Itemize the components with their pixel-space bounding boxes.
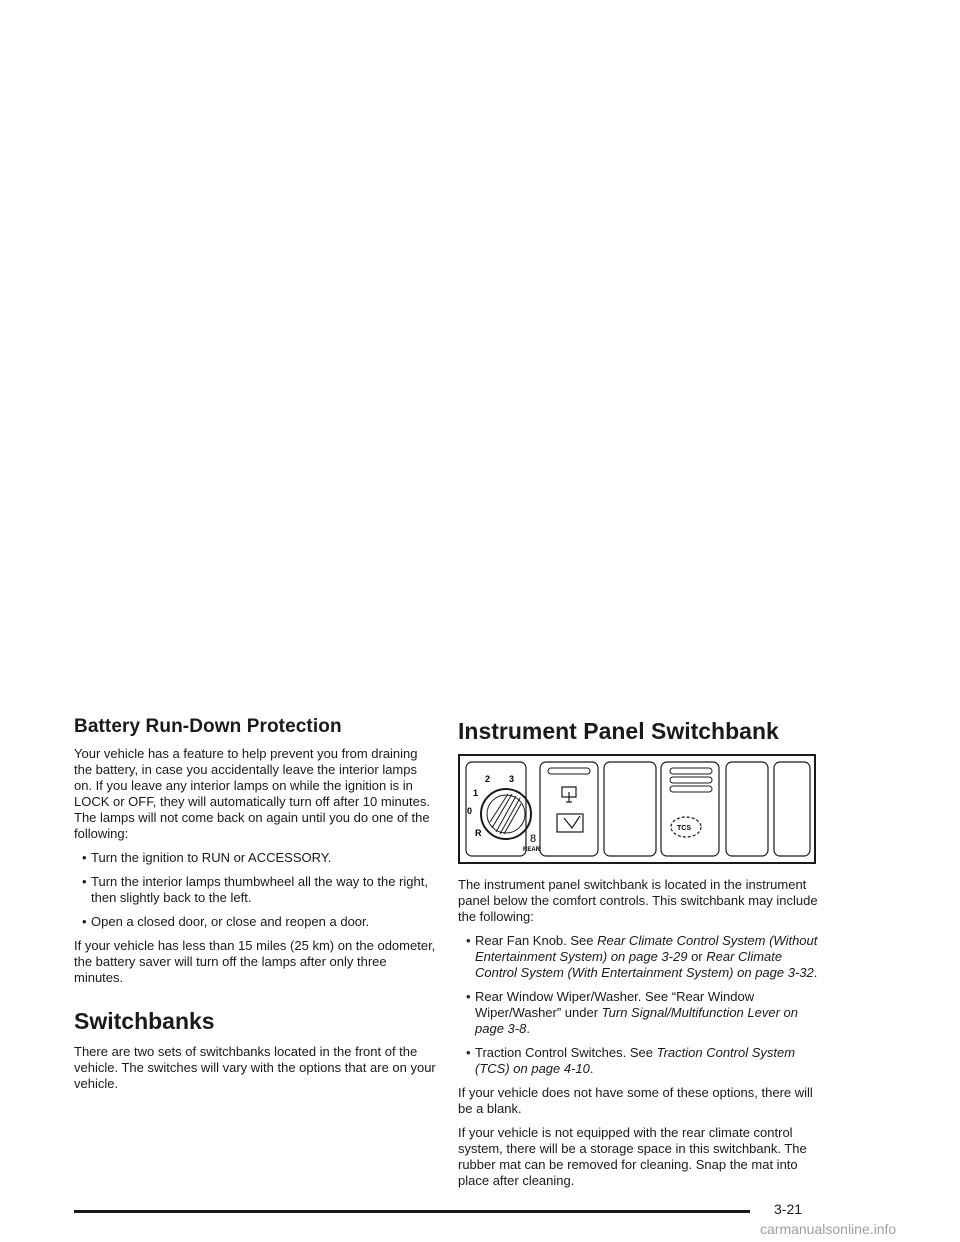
page-number: 3-21 [774, 1201, 803, 1217]
list-item: • Rear Fan Knob. See Rear Climate Control System (Without Entertainment System) on page 3-29 or Rear Climate Control System (With Entertainment System) on page 3-32. [466, 933, 818, 980]
knob-label-r: R [475, 828, 482, 838]
instrument-panel-heading: Instrument Panel Switchbank [458, 718, 779, 744]
knob-label-0: 0 [467, 806, 473, 816]
battery-bullet-list [74, 850, 436, 930]
switchbank-bullet-list [458, 933, 820, 1077]
knob-label-1: 1 [473, 788, 479, 798]
knob-label-3: 3 [509, 774, 515, 784]
bullet-icon: • [82, 850, 87, 865]
switchbank-intro: The instrument panel switchbank is located in the instrument panel below the comfort controls. This switchbank may include the following: [458, 877, 818, 924]
list-item: • Turn the ignition to RUN or ACCESSORY. [82, 850, 332, 865]
switchbanks-heading: Switchbanks [74, 1008, 215, 1034]
cross-reference-link[interactable]: Rear Climate Control System (With Entertainment System) on page 3-32 [475, 949, 814, 980]
max-fan-icon: 8 [530, 833, 537, 845]
switchbank-blank-note: If your vehicle does not have some of these options, there will be a blank. [458, 1085, 813, 1116]
watermark: carmanualsonline.info [760, 1221, 897, 1237]
bullet-icon: • [82, 874, 87, 889]
switchbanks-body: There are two sets of switchbanks located in the front of the vehicle. The switches will vary with the options that are on your vehicle. [74, 1044, 436, 1091]
switchbank-illustration [458, 754, 816, 864]
list-item: • Traction Control Switches. See Traction Control System (TCS) on page 4-10. [466, 1045, 796, 1076]
knob-label-2: 2 [485, 774, 491, 784]
knob-caption: REAR [523, 847, 541, 853]
cross-reference-link[interactable]: Rear Climate Control System (Without Entertainment System) on page 3-29 [475, 933, 818, 964]
bullet-icon: • [82, 914, 87, 929]
list-item: • Rear Window Wiper/Washer. See “Rear Window Wiper/Washer” under Turn Signal/Multifunction Lever on page 3-8. [466, 989, 798, 1036]
battery-after: If your vehicle has less than 15 miles (25 km) on the odometer, the battery saver will turn off the lamps after only three minutes. [74, 938, 436, 985]
battery-intro: Your vehicle has a feature to help prevent you from draining the battery, in case you accidentally leave the interior lamps on. If you leave any interior lamps on while the ignition is in LOCK or OFF, they will automatically turn off after 10 minutes. The lamps will not come back on again until you do one of the following: [74, 746, 430, 841]
list-item: • Open a closed door, or close and reopen a door. [82, 914, 370, 929]
tcs-label: TCS [677, 825, 691, 832]
list-item: • Turn the interior lamps thumbwheel all the way to the right, then slightly back to the left. [82, 874, 428, 905]
bullet-icon: • [466, 989, 471, 1004]
cross-reference-link[interactable]: Traction Control System (TCS) on page 4-10 [475, 1045, 796, 1076]
left-column [74, 716, 436, 1100]
footer-rule [74, 1210, 750, 1213]
switchbank-storage-note: If your vehicle is not equipped with the rear climate control system, there will be a storage space in this switchbank. The rubber mat can be removed for cleaning. Snap the mat into place after cleaning. [458, 1125, 807, 1188]
cross-reference-link[interactable]: Turn Signal/Multifunction Lever on page 3-8 [475, 1005, 798, 1036]
bullet-icon: • [466, 933, 471, 948]
bullet-icon: • [466, 1045, 471, 1060]
battery-heading: Battery Run-Down Protection [74, 716, 342, 737]
right-column [458, 716, 820, 1197]
